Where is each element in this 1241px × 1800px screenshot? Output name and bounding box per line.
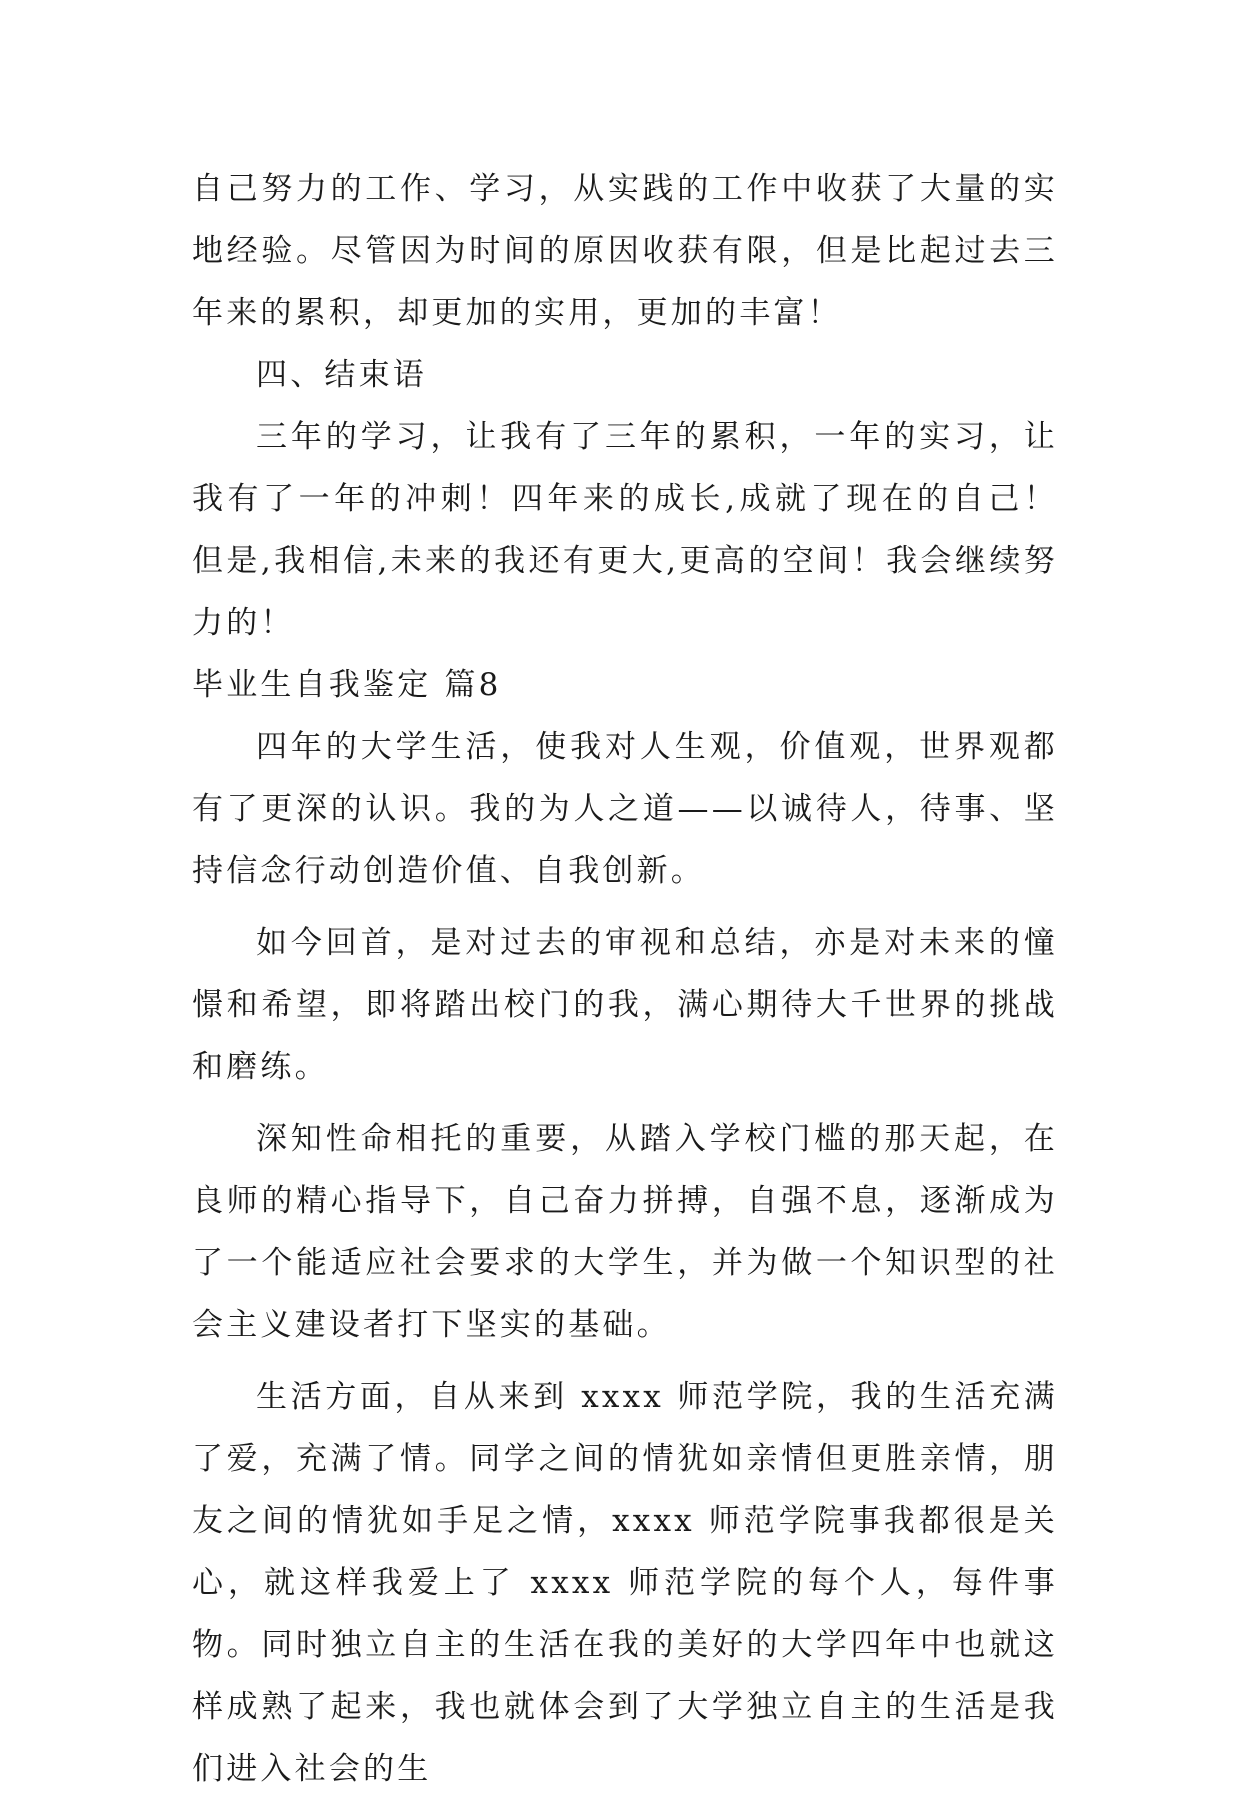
document-body bbox=[192, 158, 1058, 1800]
article-title: 毕业生自我鉴定 篇8 bbox=[192, 667, 502, 703]
paragraph-study: 深知性命相托的重要，从踏入学校门槛的那天起，在良师的精心指导下，自己奋力拼搏，自强不息，逐渐成为了一个能适应社会要求的大学生，并为做一个知识型的社会主义建设者打下坚实的基础。 bbox=[192, 1121, 1058, 1343]
paragraph-worldview: 四年的大学生活，使我对人生观，价值观，世界观都有了更深的认识。我的为人之道——以诚待人，待事、坚持信念行动创造价值、自我创新。 bbox=[192, 729, 1058, 889]
paragraph-reflection: 如今回首，是对过去的审视和总结，亦是对未来的憧憬和希望，即将踏出校门的我，满心期待大千世界的挑战和磨练。 bbox=[192, 925, 1058, 1085]
section-heading-conclusion: 四、结束语 bbox=[256, 357, 427, 393]
paragraph-conclusion: 三年的学习，让我有了三年的累积，一年的实习，让我有了一年的冲刺！四年来的成长,成就了现在的自己！但是,我相信,未来的我还有更大,更高的空间！我会继续努力的！ bbox=[192, 419, 1058, 641]
paragraph-life: 生活方面，自从来到 xxxx 师范学院，我的生活充满了爱，充满了情。同学之间的情犹如亲情但更胜亲情，朋友之间的情犹如手足之情，xxxx 师范学院事我都很是关心，就这样我爱上了 xxxx 师范学院的每个人，每件事物。同时独立自主的生活在我的美好的大学四年中也就这样成熟了起来，我也就体会到了大学独立自主的生活是我们进入社会的生 bbox=[192, 1379, 1058, 1787]
paragraph-continuation: 自己努力的工作、学习，从实践的工作中收获了大量的实地经验。尽管因为时间的原因收获有限，但是比起过去三年来的累积，却更加的实用，更加的丰富！ bbox=[192, 171, 1058, 331]
